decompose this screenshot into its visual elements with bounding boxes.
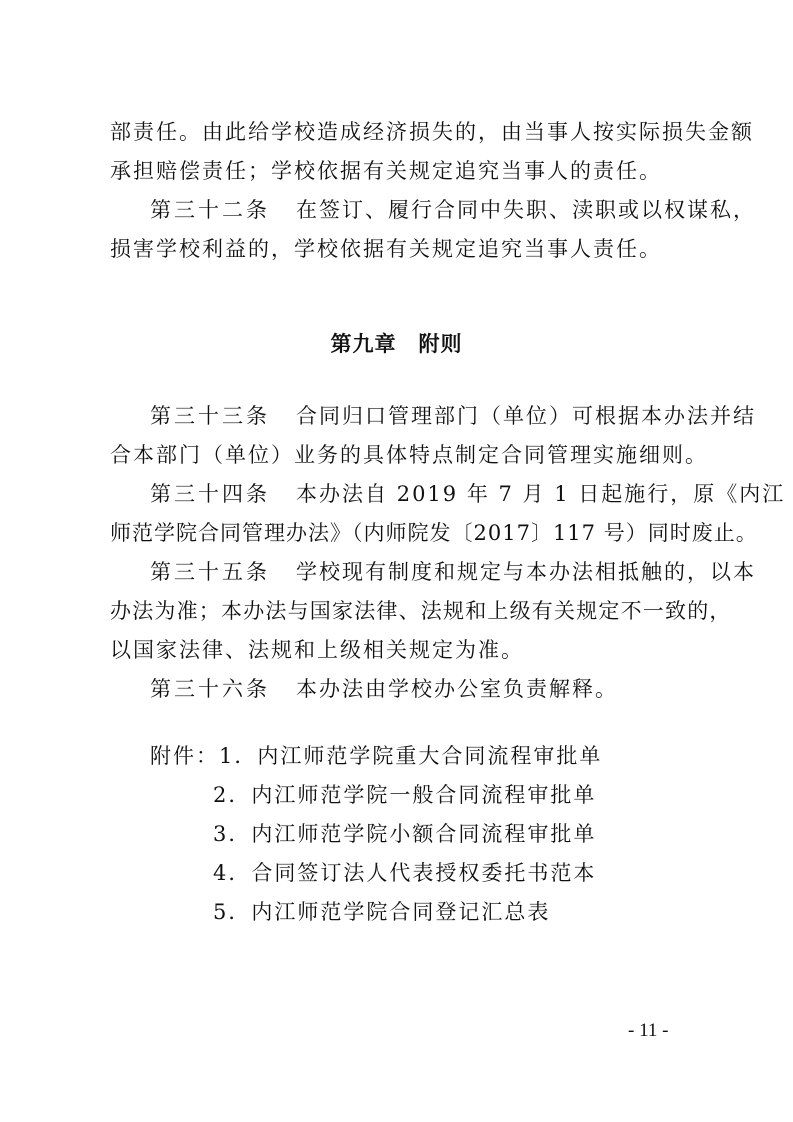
text-line: 办法为准；本办法与国家法律、法规和上级有关规定不一致的， — [110, 599, 732, 623]
attachment-item: 5．内江师范学院合同登记汇总表 — [213, 900, 551, 924]
article-32-text: 在签订、履行合同中失职、渎职或以权谋私， — [296, 198, 757, 222]
article-35-text: 学校现有制度和规定与本办法相抵触的，以本 — [296, 560, 757, 584]
attachment-item: 1．内江师范学院重大合同流程审批单 — [219, 744, 603, 768]
attachment-line — [150, 746, 602, 767]
text-line: 以国家法律、法规和上级相关规定为准。 — [110, 638, 524, 662]
article-32-line — [150, 200, 756, 221]
text-line: 损害学校利益的，学校依据有关规定追究当事人责任。 — [110, 237, 662, 261]
article-33-label: 第三十三条 — [150, 404, 270, 428]
text-line: 部责任。由此给学校造成经济损失的，由当事人按实际损失金额 — [110, 120, 754, 144]
attachment-item: 4．合同签订法人代表授权委托书范本 — [213, 861, 597, 885]
text-line: 合本部门（单位）业务的具体特点制定合同管理实施细则。 — [110, 443, 708, 467]
text-line: 师范学院合同管理办法》（内师院发〔2017〕117 号）同时废止。 — [110, 521, 758, 545]
chapter-name: 附则 — [418, 332, 463, 356]
article-36-label: 第三十六条 — [150, 677, 270, 701]
article-35-label: 第三十五条 — [150, 560, 270, 584]
attachments-heading: 附件： — [150, 744, 219, 768]
chapter-heading — [0, 328, 793, 358]
attachment-item: 3．内江师范学院小额合同流程审批单 — [213, 822, 597, 846]
article-32-label: 第三十二条 — [150, 198, 270, 222]
article-35-line — [150, 562, 756, 583]
attachment-item: 2．内江师范学院一般合同流程审批单 — [213, 783, 597, 807]
article-34-text: 本办法自 2019 年 7 月 1 日起施行，原《内江 — [296, 482, 786, 506]
article-34-line — [150, 484, 785, 505]
article-33-line — [150, 406, 756, 427]
page-number: - 11 - — [628, 1020, 669, 1041]
article-36-line — [150, 679, 618, 700]
chapter-number: 第九章 — [330, 332, 397, 356]
article-33-text: 合同归口管理部门（单位）可根据本办法并结 — [296, 404, 757, 428]
text-line: 承担赔偿责任；学校依据有关规定追究当事人的责任。 — [110, 159, 662, 183]
article-34-label: 第三十四条 — [150, 482, 270, 506]
article-36-text: 本办法由学校办公室负责解释。 — [296, 677, 619, 701]
